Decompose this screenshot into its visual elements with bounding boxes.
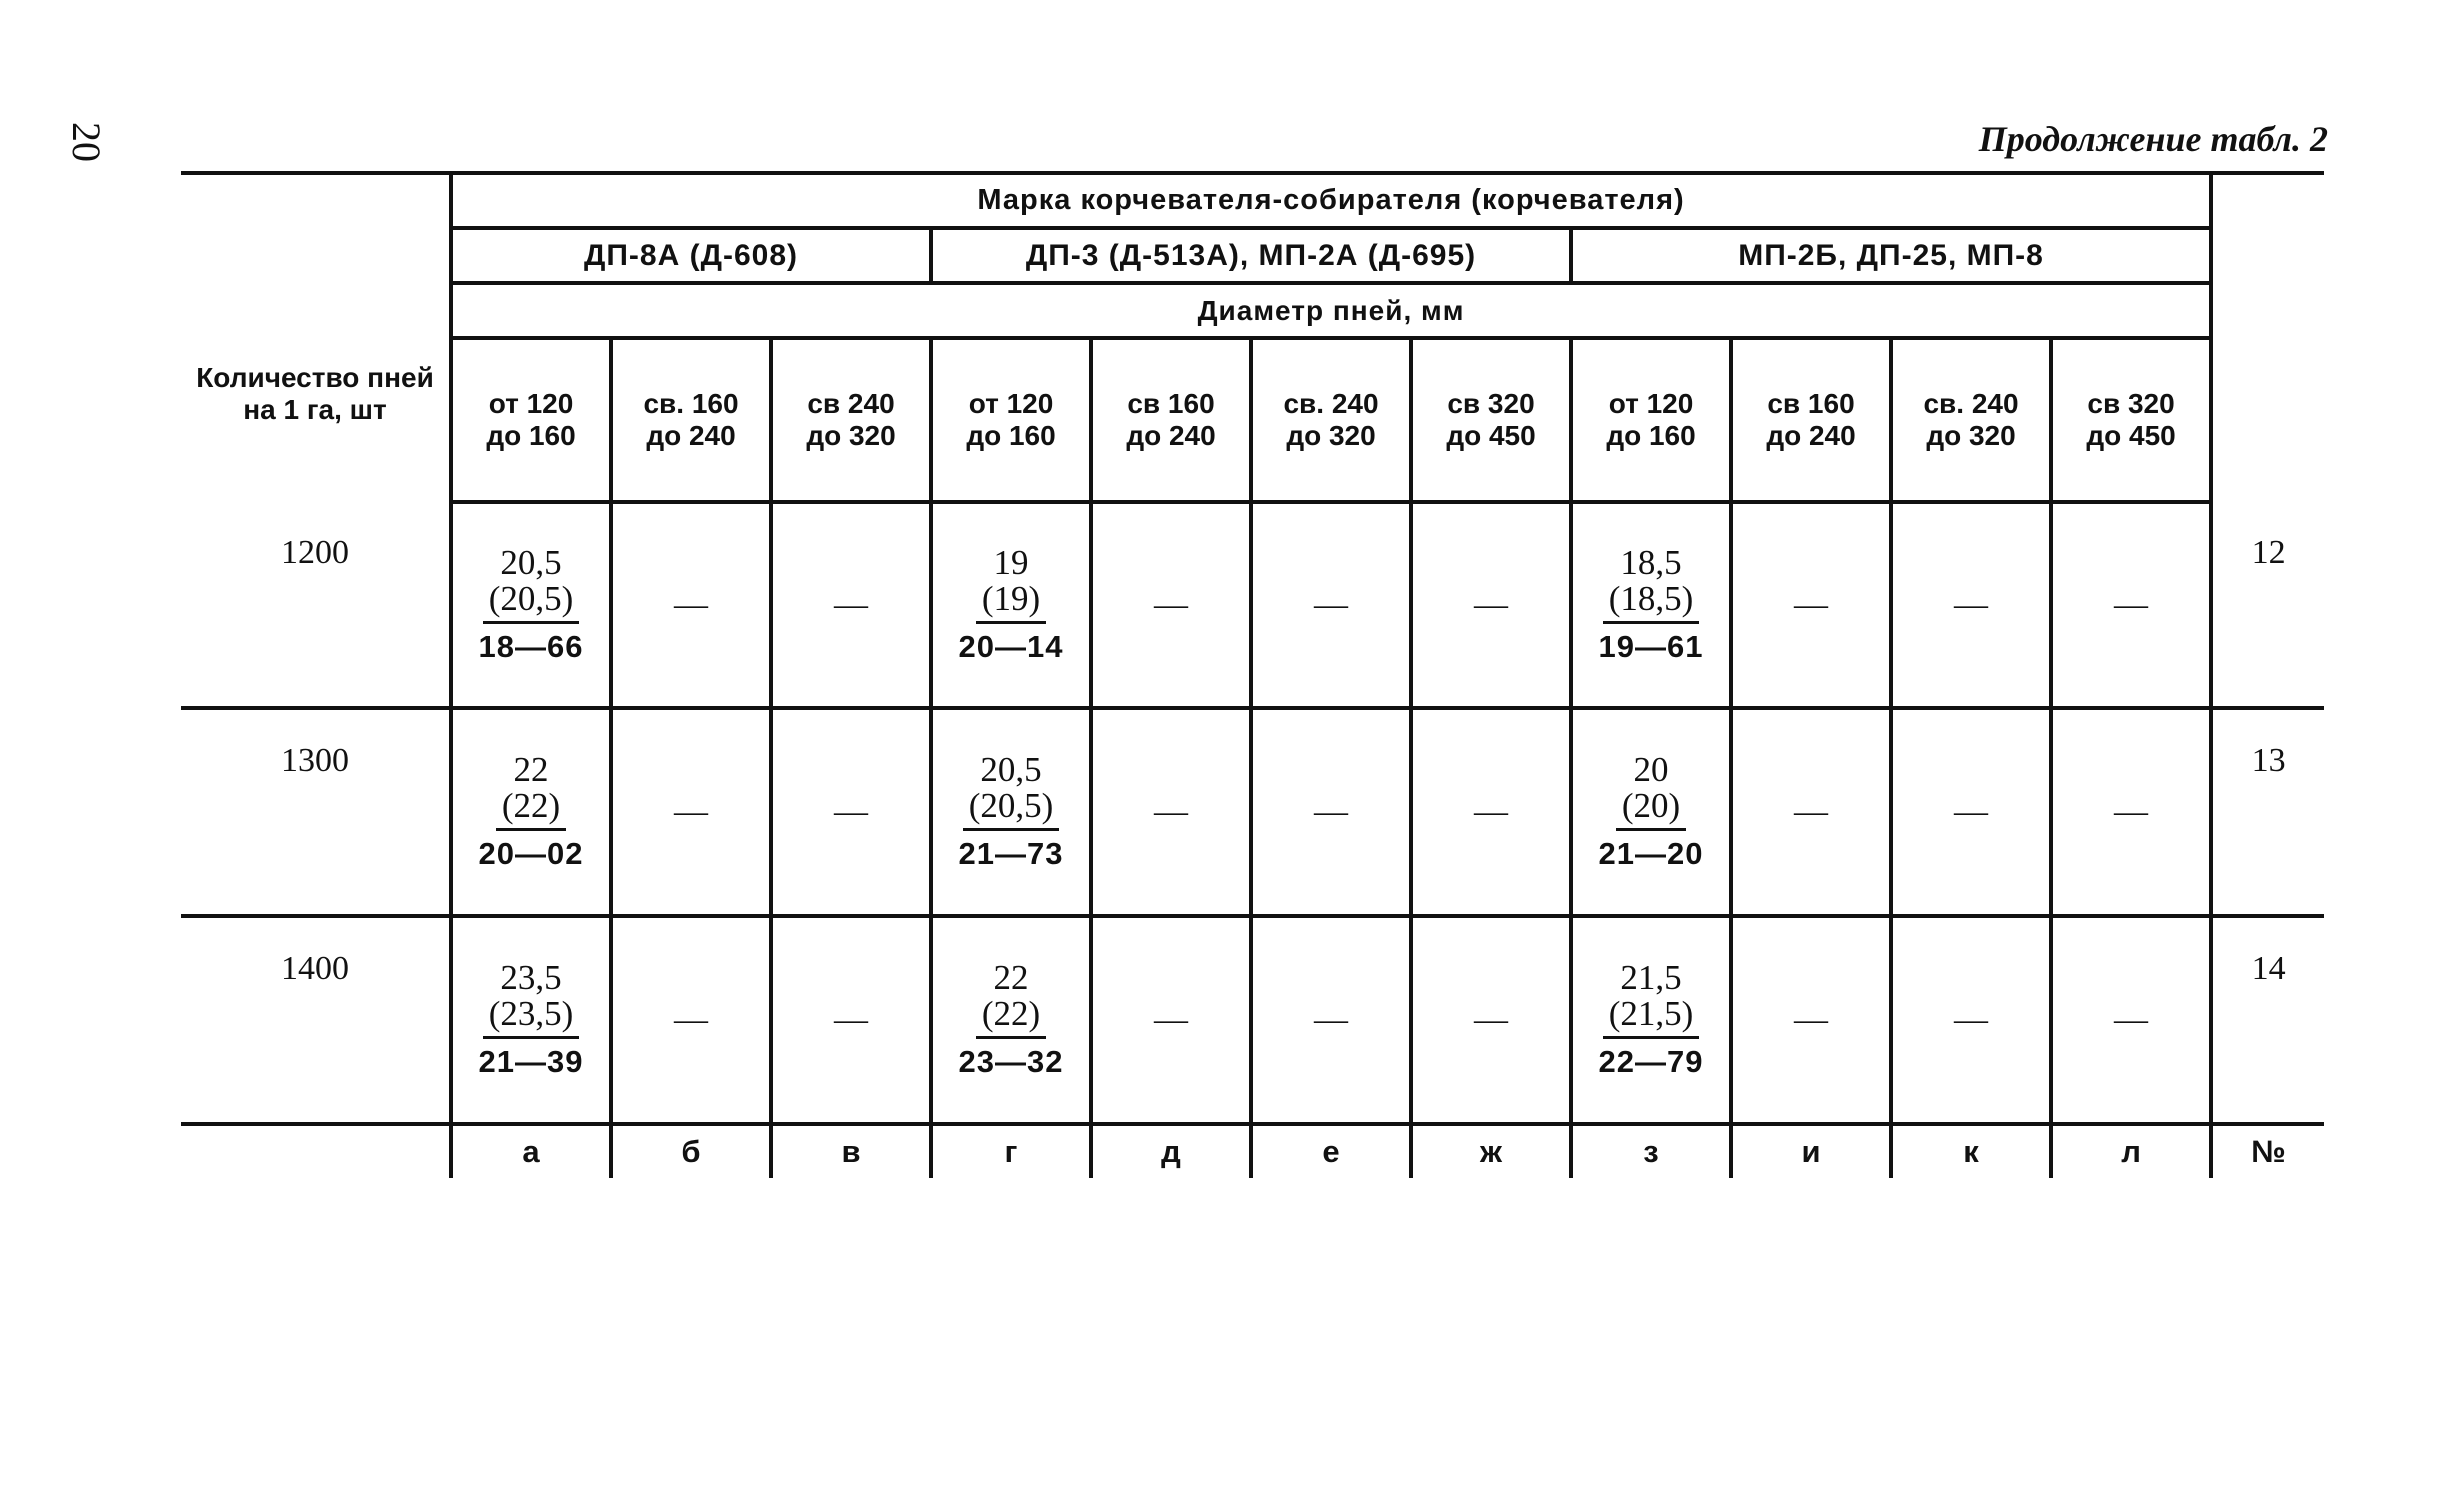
- column-letter: е: [1251, 1124, 1411, 1178]
- range-header-l: св 320 до 450: [2051, 338, 2211, 502]
- dash-cell: —: [771, 916, 931, 1124]
- value-cell-a: 22 (22) 20—02: [451, 708, 611, 916]
- stump-removal-table: [181, 171, 2324, 1178]
- dash-cell: —: [1251, 916, 1411, 1124]
- range-header-k: св. 240 до 320: [1891, 338, 2051, 502]
- column-letter-row: [181, 1124, 2324, 1178]
- value-cell-a: 20,5 (20,5) 18—66: [451, 502, 611, 708]
- dash-cell: —: [1411, 708, 1571, 916]
- range-header-g: от 120 до 160: [931, 338, 1091, 502]
- stump-count: 1200: [181, 502, 451, 708]
- value-cell-z: 18,5 (18,5) 19—61: [1571, 502, 1731, 708]
- group-header-mp2b-dp25-mp8: МП-2Б, ДП-25, МП-8: [1571, 228, 2211, 283]
- group-header-dp8a: ДП-8А (Д-608): [451, 228, 931, 283]
- range-header-zh: св 320 до 450: [1411, 338, 1571, 502]
- range-header-b: св. 160 до 240: [611, 338, 771, 502]
- dash-cell: —: [1891, 502, 2051, 708]
- column-letter: ж: [1411, 1124, 1571, 1178]
- column-letter: к: [1891, 1124, 2051, 1178]
- value-cell-z: 20 (20) 21—20: [1571, 708, 1731, 916]
- dash-cell: —: [1731, 502, 1891, 708]
- row-number: 12: [2211, 502, 2324, 708]
- dash-cell: —: [2051, 708, 2211, 916]
- value-cell-g: 20,5 (20,5) 21—73: [931, 708, 1091, 916]
- dash-cell: —: [1411, 502, 1571, 708]
- group-header-dp3-mp2a: ДП-3 (Д-513А), МП-2А (Д-695): [931, 228, 1571, 283]
- value-cell-g: 22 (22) 23—32: [931, 916, 1091, 1124]
- dash-cell: —: [771, 708, 931, 916]
- column-letter: г: [931, 1124, 1091, 1178]
- dash-cell: —: [1731, 708, 1891, 916]
- count-header: Количество пней на 1 га, шт: [181, 173, 451, 502]
- machine-brand-header: Марка корчевателя-собирателя (корчевателя): [451, 173, 2211, 228]
- dash-cell: —: [611, 708, 771, 916]
- diameter-header: Диаметр пней, мм: [451, 283, 2211, 338]
- column-letter: а: [451, 1124, 611, 1178]
- column-letter: в: [771, 1124, 931, 1178]
- table-row: [181, 708, 2324, 916]
- value-cell-z: 21,5 (21,5) 22—79: [1571, 916, 1731, 1124]
- table-row: [181, 916, 2324, 1124]
- column-letter: и: [1731, 1124, 1891, 1178]
- dash-cell: —: [1411, 916, 1571, 1124]
- range-header-d: св 160 до 240: [1091, 338, 1251, 502]
- range-header-e: св. 240 до 320: [1251, 338, 1411, 502]
- range-header-v: св 240 до 320: [771, 338, 931, 502]
- dash-cell: —: [1091, 708, 1251, 916]
- value-cell-a: 23,5 (23,5) 21—39: [451, 916, 611, 1124]
- dash-cell: —: [2051, 502, 2211, 708]
- dash-cell: —: [611, 502, 771, 708]
- column-letter: л: [2051, 1124, 2211, 1178]
- range-header-z: от 120 до 160: [1571, 338, 1731, 502]
- dash-cell: —: [1091, 916, 1251, 1124]
- dash-cell: —: [2051, 916, 2211, 1124]
- table-row: [181, 502, 2324, 708]
- table-continuation-caption: Продолжение табл. 2: [1978, 119, 2328, 159]
- dash-cell: —: [1251, 708, 1411, 916]
- dash-cell: —: [1891, 708, 2051, 916]
- letter-blank: [181, 1124, 451, 1178]
- column-letter: б: [611, 1124, 771, 1178]
- dash-cell: —: [1091, 502, 1251, 708]
- range-header-i: св 160 до 240: [1731, 338, 1891, 502]
- column-letter: д: [1091, 1124, 1251, 1178]
- range-header-a: от 120 до 160: [451, 338, 611, 502]
- value-cell-g: 19 (19) 20—14: [931, 502, 1091, 708]
- row-number: 14: [2211, 916, 2324, 1124]
- stump-count: 1300: [181, 708, 451, 916]
- dash-cell: —: [771, 502, 931, 708]
- dash-cell: —: [1731, 916, 1891, 1124]
- stump-count: 1400: [181, 916, 451, 1124]
- page-number: 20: [64, 122, 109, 162]
- row-number: 13: [2211, 708, 2324, 916]
- number-sign-label: №: [2211, 1124, 2324, 1178]
- dash-cell: —: [611, 916, 771, 1124]
- row-number-header-blank: [2211, 173, 2324, 502]
- dash-cell: —: [1891, 916, 2051, 1124]
- column-letter: з: [1571, 1124, 1731, 1178]
- dash-cell: —: [1251, 502, 1411, 708]
